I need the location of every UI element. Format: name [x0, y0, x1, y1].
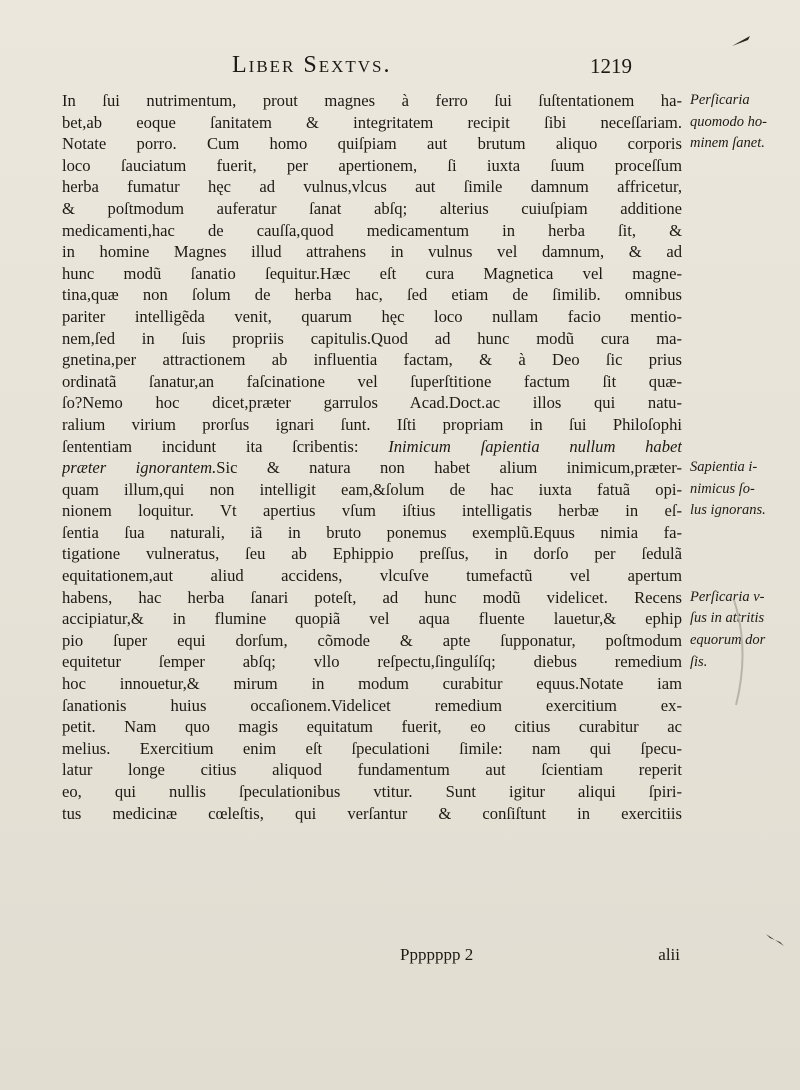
text-line: bet,ab eoque ſanitatem & integritatem recipit ſibi neceſſariam.	[62, 112, 682, 132]
italic-quote-end: præter ignorantem.	[62, 458, 217, 478]
margin-note-line: ſis.	[690, 653, 708, 670]
page-curl-shadow-icon	[728, 590, 758, 710]
text-line: ſo?Nemo hoc dicet,præter garrulos Acad.Doct.ac illos qui natu-	[62, 393, 682, 413]
text-line: equitetur ſemper abſq; vllo reſpectu,ſingulíſq; diebus remedium	[62, 652, 682, 672]
signature-mark: Ppppppp 2	[400, 945, 474, 964]
main-text-block	[62, 90, 682, 824]
text-line: ordinatã ſanatur,an faſcinatione vel ſuperſtitione factum ſit quæ-	[62, 371, 682, 391]
ink-mark-icon	[730, 30, 754, 50]
margin-note-line: minem ſanet.	[690, 135, 765, 152]
margin-note-line: nimicus ſo-	[690, 480, 755, 497]
text-line: ſanationis huius occaſionem.Videlicet remedium exercitium ex-	[62, 695, 682, 715]
text-line-with-italic	[62, 436, 682, 458]
text-line: ſentia ſua naturali, iã in bruto ponemus exemplũ.Equus nimia fa-	[62, 522, 682, 542]
margin-note-line: equorum dor	[690, 632, 766, 648]
text-segment: ſententiam incidunt ita ſcribentis:	[62, 436, 359, 456]
text-line: petit. Nam quo magis equitatum fuerit, eo citius curabitur ac	[62, 717, 682, 737]
text-line: Notate porro. Cum homo quiſpiam aut brutum aliquo corporis	[62, 134, 682, 154]
margin-note-line: lus ignorans.	[690, 502, 766, 519]
page-number: 1219	[590, 54, 632, 78]
italic-quote: Inimicum ſapientia nullum habet	[388, 436, 682, 456]
running-head: Liber Sextvs.	[232, 52, 392, 78]
text-line: hoc innouetur,& mirum in modum curabitur equus.Notate iam	[62, 674, 682, 694]
text-line: tina,quæ non ſolum de herba hac, ſed etiam de ſimilib. omnibus	[62, 285, 682, 305]
text-line: herba fumatur hęc ad vulnus,vlcus aut ſimile damnum affricetur,	[62, 177, 682, 197]
text-line: tigatione vulneratus, ſeu ab Ephippio preſſus, in dorſo per ſedulã	[62, 544, 682, 564]
margin-note-line: Sapientia i-	[690, 459, 758, 475]
text-line: ralium virium prorſus ignari ſunt. Iſti propriam in ſui Philoſophi	[62, 414, 682, 434]
text-line: equitationem,aut aliud accidens, vlcuſve tumefactũ vel apertum	[62, 566, 682, 586]
text-line-with-italic	[62, 457, 682, 479]
text-line: tus medicinæ cœleſtis, qui verſantur & conſiſtunt in exercitiis	[62, 803, 682, 823]
text-line: In ſui nutrimentum, prout magnes à ferro ſui ſuſtentationem ha-	[62, 91, 682, 110]
text-line: gnetina,per attractionem ab influentia factam, & à Deo ſic prius	[62, 350, 682, 370]
text-line: nionem loquitur. Vt apertius vſum iſtius intelligatis herbæ in eſ-	[62, 501, 682, 521]
text-line: latur longe citius aliquod fundamentum aut ſcientiam reperit	[62, 760, 682, 780]
page-header	[232, 52, 632, 84]
margin-note-line: ſus in attritis	[690, 610, 765, 627]
text-line: pio ſuper equi dorſum, cõmode & apte ſupponatur, poſtmodum	[62, 630, 682, 650]
margin-note-line: Perſicaria	[690, 92, 750, 108]
page-footer	[400, 945, 680, 969]
text-segment: Sic & natura non habet alium inimicum,præter-	[216, 458, 682, 478]
text-line: accipiatur,& in flumine quopiã vel aqua fluente lauetur,& ephip	[62, 609, 682, 629]
catchword: alii	[658, 945, 680, 964]
text-line: & poſtmodum auferatur ſanat abſq; alterius cuiuſpiam additione	[62, 198, 682, 218]
margin-note-line: quomodo ho-	[690, 113, 767, 130]
text-line: medicamenti,hac de cauſſa,quod medicamentum in herba ſit, &	[62, 220, 682, 240]
text-line: loco ſauciatum fuerit, per apertionem, ſi iuxta ſuum proceſſum	[62, 155, 682, 175]
text-line: in homine Magnes illud attrahens in vulnus vel damnum, & ad	[62, 242, 682, 262]
text-line: quam illum,qui non intelligit eam,&ſolum de hac iuxta fatuã opi-	[62, 479, 682, 499]
text-line: habens, hac herba ſanari poteſt, ad hunc modũ videlicet. Recens	[62, 587, 682, 607]
margin-note-line: Perſicaria v-	[690, 588, 765, 605]
text-line: hunc modũ ſanatio ſequitur.Hæc eſt cura Magnetica vel magne-	[62, 263, 682, 283]
text-line: eo, qui nullis ſpeculationibus vtitur. Sunt igitur aliqui ſpiri-	[62, 782, 682, 801]
text-line: pariter intelligẽda venit, quarum hęc loco nullam facio mentio-	[62, 306, 682, 326]
text-line: nem,ſed in ſuis propriis capitulis.Quod ad hunc modũ cura ma-	[62, 328, 682, 348]
ink-mark-icon	[762, 930, 788, 952]
text-line: melius. Exercitium enim eſt ſpeculationi ſimile: nam qui ſpecu-	[62, 738, 682, 758]
